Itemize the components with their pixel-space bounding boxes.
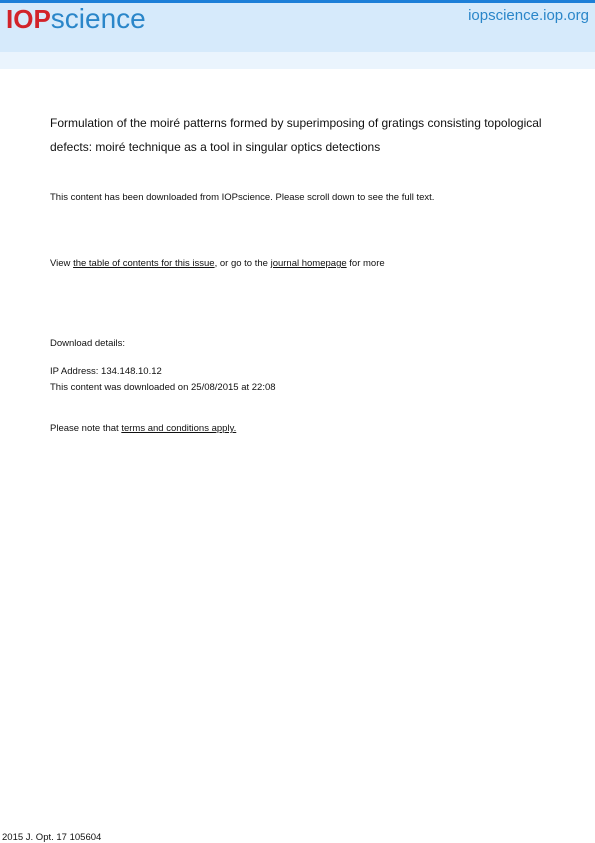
view-middle: , or go to the [214, 258, 271, 269]
terms-line [50, 423, 236, 434]
logo-science-text: science [50, 3, 146, 34]
iopscience-logo[interactable] [6, 5, 146, 33]
toc-link[interactable]: the table of contents for this issue [73, 258, 215, 269]
download-notice: This content has been downloaded from IOPscience. Please scroll down to see the full text. [50, 192, 435, 203]
site-header [0, 3, 595, 52]
terms-link[interactable]: terms and conditions apply. [121, 423, 237, 434]
ip-address: IP Address: 134.148.10.12 [50, 366, 162, 377]
view-prefix: View [50, 258, 74, 269]
journal-citation: 2015 J. Opt. 17 105604 [2, 832, 102, 843]
downloaded-on: This content was downloaded on 25/08/2015 at 22:08 [50, 382, 276, 393]
view-suffix: for more [346, 258, 385, 269]
site-url-link[interactable]: iopscience.iop.org [468, 7, 589, 24]
header-subband [0, 52, 595, 69]
terms-prefix: Please note that [50, 423, 122, 434]
view-line [50, 258, 385, 269]
journal-homepage-link[interactable]: journal homepage [270, 258, 347, 269]
download-details-heading: Download details: [50, 338, 125, 349]
article-title: Formulation of the moiré patterns formed by superimposing of gratings consisting topological defects: moiré technique as a tool in singular optics detections [50, 116, 542, 154]
logo-iop-text: IOP [6, 4, 51, 34]
